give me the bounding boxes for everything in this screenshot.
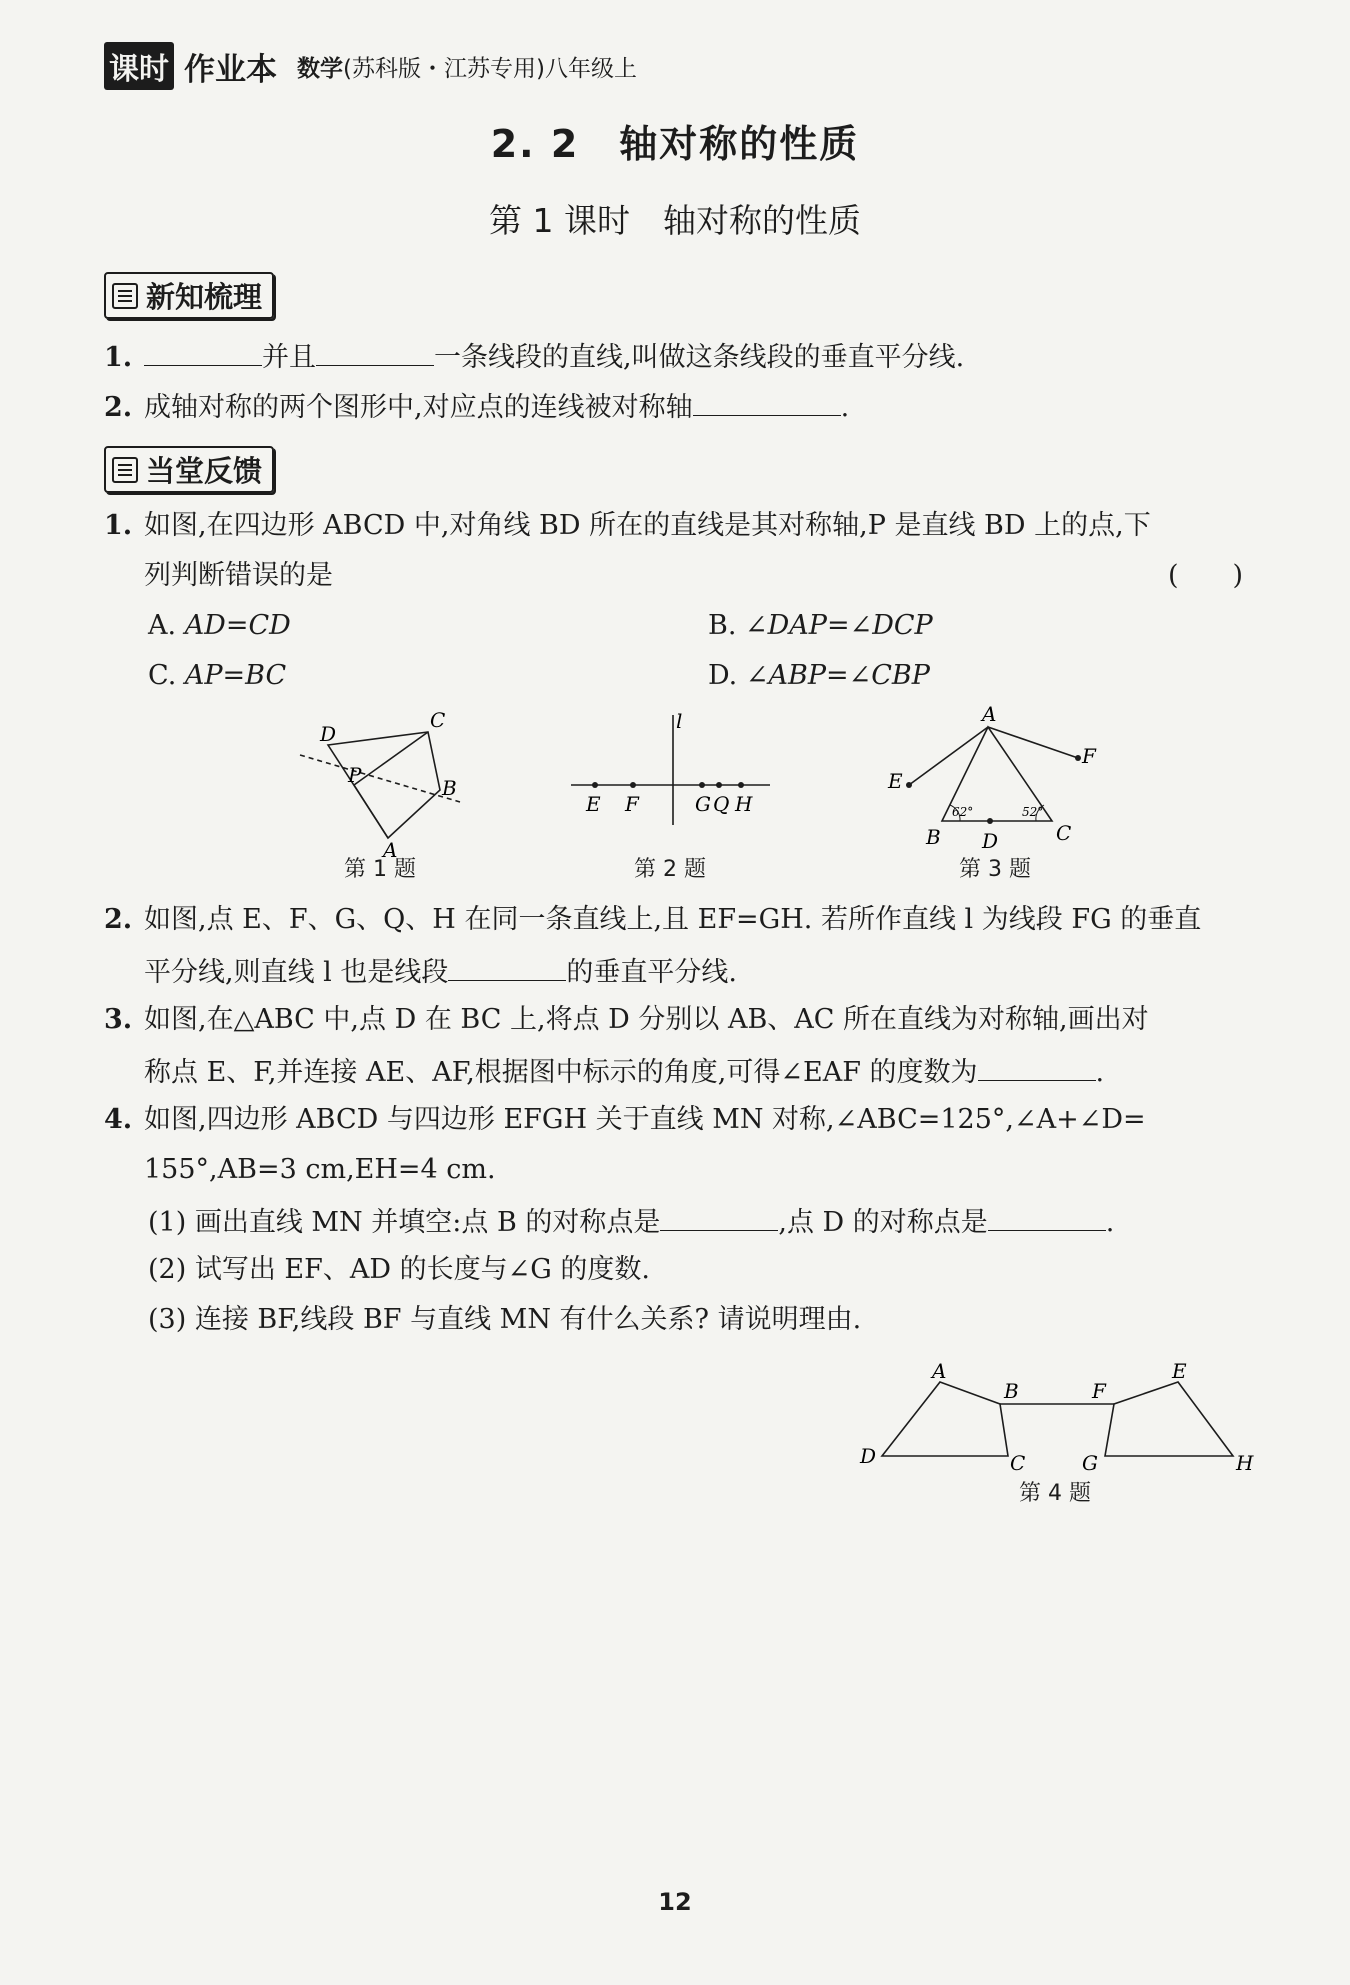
label-h: H: [1236, 1451, 1254, 1475]
quad-efgh: [1105, 1382, 1233, 1456]
point-f: [1075, 755, 1081, 761]
subject-rest: (苏科版・江苏专用)八年级上: [343, 55, 637, 82]
section-badge-label: 当堂反馈: [146, 454, 263, 488]
angle-b-value: 62°: [952, 805, 974, 819]
figure-1-caption: 第 1 题: [344, 857, 416, 882]
label-c: C: [1056, 821, 1072, 845]
question-4-sub2: (2) 试写出 EF、AD 的长度与∠G 的度数.: [148, 1254, 650, 1285]
brand-name: 作业本: [184, 51, 277, 88]
label-f: F: [625, 792, 639, 816]
point-q: [716, 782, 722, 788]
question-text: 如图,在△ABC 中,点 D 在 BC 上,将点 D 分别以 AB、AC 所在直线为对称轴,画出对: [144, 1004, 1149, 1035]
answer-paren[interactable]: ( ): [1168, 560, 1244, 591]
label-a: A: [982, 702, 997, 726]
option-label: B.: [708, 610, 737, 641]
section-badge-new-knowledge: [104, 272, 274, 319]
label-a: A: [932, 1359, 947, 1383]
label-b: B: [1004, 1379, 1019, 1403]
label-c: C: [430, 708, 446, 732]
question-text: 的垂直平分线.: [566, 957, 737, 988]
answer-blank[interactable]: [144, 337, 262, 366]
label-p: P: [348, 763, 362, 787]
sub-question-text: ,点 D 的对称点是: [778, 1207, 988, 1238]
label-g: G: [1082, 1451, 1098, 1475]
page-header: [104, 42, 637, 90]
lesson-title: 第 1 课时 轴对称的性质: [489, 201, 861, 240]
question-number: 2.: [104, 904, 133, 935]
label-q: Q: [713, 792, 730, 816]
quad-abcd: [328, 732, 440, 838]
point-e: [906, 782, 912, 788]
figure-3-triangle: [880, 702, 1096, 855]
option-text: ∠DAP=∠DCP: [745, 610, 933, 641]
quad-abcd: [882, 1382, 1008, 1456]
question-2: [104, 902, 1264, 938]
question-number: 1.: [104, 510, 133, 541]
notes-icon: [112, 283, 138, 309]
question-number: 4.: [104, 1104, 133, 1135]
option-text: AD=CD: [184, 610, 291, 641]
brand-logo: [104, 42, 277, 90]
option-label: D.: [708, 660, 738, 691]
label-d: D: [320, 722, 337, 746]
answer-blank[interactable]: [988, 1202, 1106, 1231]
question-text: 如图,点 E、F、G、Q、H 在同一条直线上,且 EF=GH. 若所作直线 l 为线段 FG 的垂直: [144, 904, 1202, 935]
point-f: [630, 782, 636, 788]
subject-line: [297, 50, 637, 83]
question-4-sub3: (3) 连接 BF,线段 BF 与直线 MN 有什么关系? 请说明理由.: [148, 1304, 862, 1335]
label-d: D: [982, 829, 999, 853]
angle-c-value: 52°: [1022, 805, 1044, 819]
figure-4-caption: 第 4 题: [1019, 1481, 1091, 1506]
question-3-line2: [144, 1052, 1104, 1091]
segment-ap: [354, 785, 388, 838]
point-g: [699, 782, 705, 788]
label-a: A: [383, 838, 398, 862]
knowledge-item-1: [104, 337, 964, 376]
pencil-icon: [112, 457, 138, 483]
segment-ae: [909, 727, 988, 785]
point-d: [987, 818, 993, 824]
page-number: 12: [658, 1888, 692, 1916]
answer-blank[interactable]: [978, 1052, 1096, 1081]
item-number: 1.: [104, 342, 133, 373]
item-text: 成轴对称的两个图形中,对应点的连线被对称轴: [144, 392, 693, 423]
subject-bold: 数学: [297, 55, 343, 82]
label-f: F: [1082, 744, 1096, 768]
section-title: 2. 2 轴对称的性质: [490, 122, 860, 166]
label-e: E: [586, 792, 601, 816]
option-c[interactable]: [148, 658, 286, 694]
label-c: C: [1010, 1451, 1026, 1475]
question-number: 3.: [104, 1004, 133, 1035]
question-text: 称点 E、F,并连接 AE、AF,根据图中标示的角度,可得∠EAF 的度数为: [144, 1057, 978, 1088]
sub-question-text: .: [1105, 1207, 1115, 1238]
point-e: [592, 782, 598, 788]
option-b[interactable]: [708, 608, 933, 644]
answer-blank[interactable]: [316, 337, 434, 366]
question-text: 平分线,则直线 l 也是线段: [144, 957, 449, 988]
figure-2-line-points: [565, 710, 775, 830]
question-2-line2: [144, 952, 737, 991]
label-d: D: [860, 1444, 877, 1468]
item-number: 2.: [104, 392, 133, 423]
figure-3-caption: 第 3 题: [959, 857, 1031, 882]
answer-blank[interactable]: [448, 952, 566, 981]
label-g: G: [695, 792, 711, 816]
question-3: [104, 1002, 1264, 1038]
question-text: 如图,在四边形 ABCD 中,对角线 BD 所在的直线是其对称轴,P 是直线 BD 上的点,下: [144, 510, 1151, 541]
figure-2-caption: 第 2 题: [634, 857, 706, 882]
question-1-line2: 列判断错误的是: [144, 560, 333, 591]
answer-blank[interactable]: [660, 1202, 778, 1231]
answer-blank[interactable]: [693, 387, 841, 416]
segment-af: [988, 727, 1078, 758]
option-text: AP=BC: [184, 660, 287, 691]
question-4-sub1: [148, 1202, 1114, 1241]
item-text: 并且: [262, 342, 316, 373]
brand-chip: 课时: [104, 42, 174, 90]
question-4: [104, 1102, 1264, 1138]
item-text: 一条线段的直线,叫做这条线段的垂直平分线.: [434, 342, 965, 373]
point-h: [738, 782, 744, 788]
option-label: C.: [148, 660, 177, 691]
option-a[interactable]: [148, 608, 291, 644]
symmetry-axis-bd: [300, 755, 460, 802]
section-badge-feedback: [104, 446, 274, 493]
label-l: l: [676, 709, 683, 733]
figure-4-symmetric-quadrilaterals: [860, 1360, 1260, 1480]
item-text: .: [840, 392, 850, 423]
section-badge-label: 新知梳理: [146, 280, 263, 314]
question-4-line2: 155°,AB=3 cm,EH=4 cm.: [144, 1154, 496, 1185]
question-1: [104, 508, 1264, 544]
label-b: B: [442, 776, 457, 800]
label-e: E: [888, 769, 903, 793]
figure-1-quadrilateral: [290, 710, 470, 860]
label-h: H: [735, 792, 753, 816]
knowledge-item-2: [104, 387, 849, 426]
option-text: ∠ABP=∠CBP: [745, 660, 930, 691]
question-text: 如图,四边形 ABCD 与四边形 EFGH 关于直线 MN 对称,∠ABC=125°,∠A+∠D=: [144, 1104, 1146, 1135]
option-label: A.: [148, 610, 177, 641]
label-f: F: [1092, 1379, 1106, 1403]
option-d[interactable]: [708, 658, 930, 694]
label-b: B: [926, 825, 941, 849]
label-e: E: [1172, 1359, 1187, 1383]
sub-question-text: (1) 画出直线 MN 并填空:点 B 的对称点是: [148, 1207, 661, 1238]
question-text: .: [1095, 1057, 1105, 1088]
